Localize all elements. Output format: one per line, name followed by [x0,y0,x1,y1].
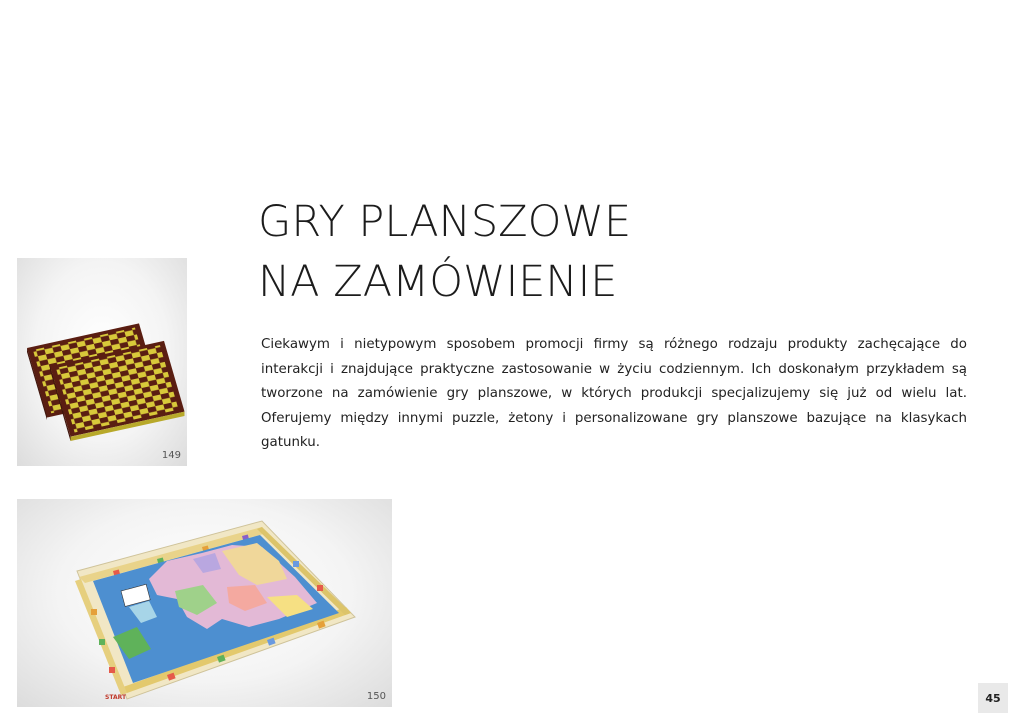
product-number-149: 149 [161,450,181,461]
product-card-149 [17,258,187,466]
map-board-game-image [17,499,392,707]
page-number: 45 [978,683,1008,713]
product-card-150 [17,499,392,707]
title-line-2: NA ZAMÓWIENIE [258,257,618,307]
start-label: START [105,694,127,701]
product-number-150: 150 [366,691,386,702]
page-title [258,192,631,312]
body-paragraph: Ciekawym i nietypowym sposobem promocji firmy są różnego rodzaju produkty zachęcające do interakcji i znajdujące praktyczne zastosowanie w życiu codziennym. Ich doskonałym przykładem są tworzone na zamówienie gry planszowe, w których produkcji specjalizujemy się już od wielu lat. Oferujemy między innymi puzzle, żetony i personalizowane gry planszowe bazujące na klasykach gatunku. [261,337,967,450]
title-line-1: GRY PLANSZOWE [258,197,632,247]
checkerboard-image [17,258,187,466]
